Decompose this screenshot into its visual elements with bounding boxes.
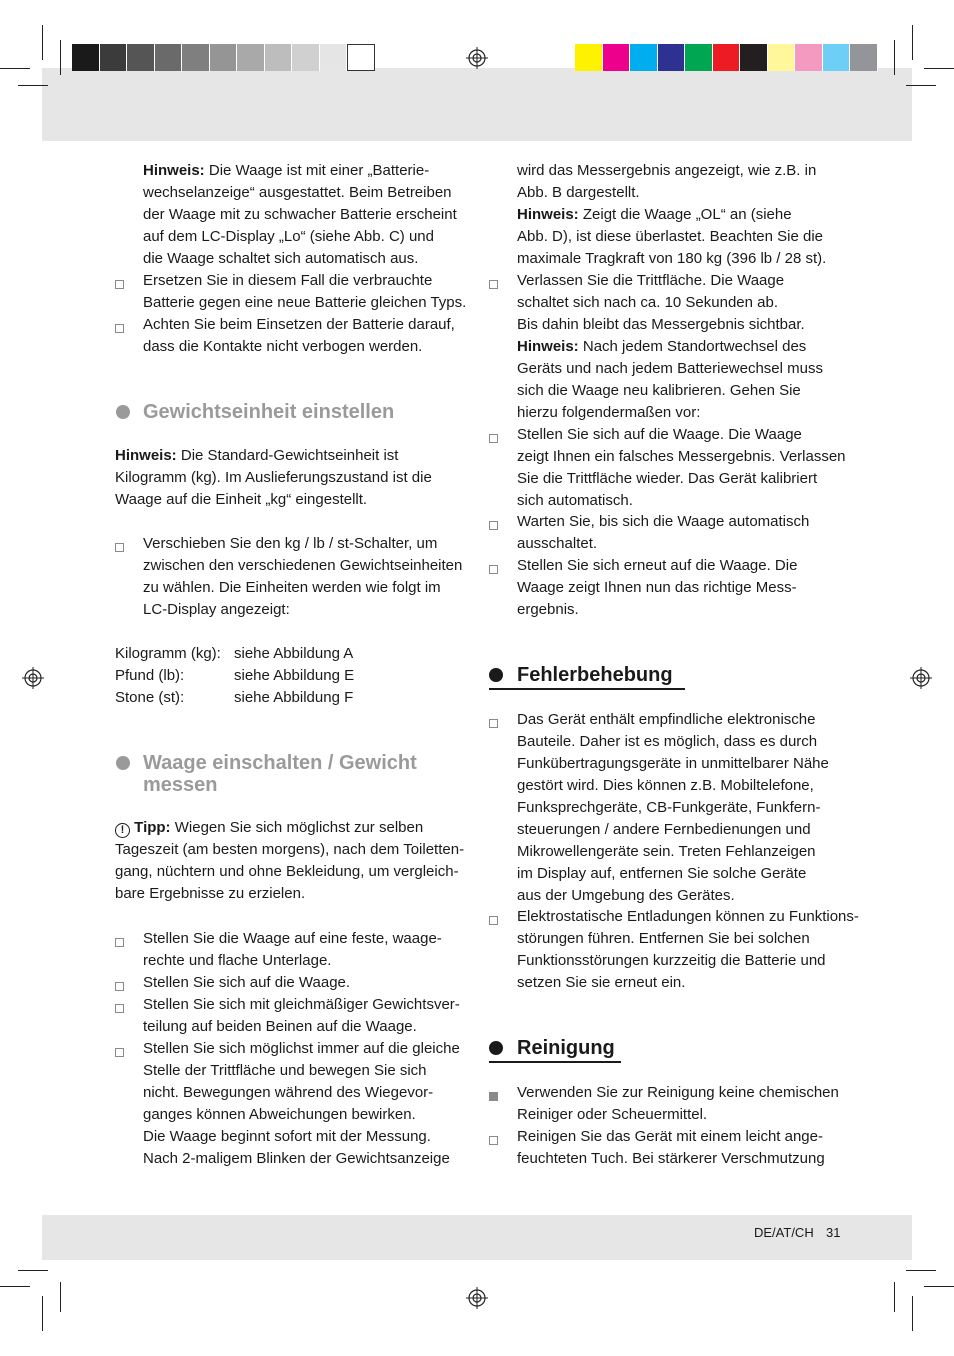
crop-mark <box>60 1282 61 1312</box>
list-bullet-icon <box>489 565 498 574</box>
list-item: Verwenden Sie zur Reinigung keine chemischen <box>517 1084 839 1101</box>
list-item: ausschaltet. <box>517 535 598 552</box>
list-item: Bauteile. Daher ist es möglich, dass es durch <box>517 733 818 750</box>
list-item: Elektrostatische Entladungen können zu Funktions- <box>517 908 859 925</box>
section-heading: Fehlerbehebung <box>517 664 673 686</box>
note-text: maximale Tragkraft von 180 kg (396 lb / 28 st). <box>517 250 827 267</box>
list-item: Stellen Sie sich erneut auf die Waage. Die <box>517 557 798 574</box>
list-item: Die Waage beginnt sofort mit der Messung. <box>143 1128 431 1145</box>
note-text: Abb. D), ist diese überlastet. Beachten Sie die <box>517 228 824 245</box>
section-heading: messen <box>143 774 218 796</box>
footer-locale: DE/AT/CH <box>754 1225 814 1240</box>
color-swatch <box>320 44 348 71</box>
color-swatch <box>603 44 631 71</box>
list-bullet-icon <box>115 982 124 991</box>
registration-mark-icon <box>22 667 44 689</box>
list-item: zwischen den verschiedenen Gewichtseinheiten <box>143 557 463 574</box>
list-item: Waage zeigt Ihnen nun das richtige Mess- <box>517 579 797 596</box>
list-item: zu wählen. Die Einheiten werden wie folgt im <box>143 579 441 596</box>
crop-mark <box>894 40 895 75</box>
list-bullet-icon <box>489 1136 498 1145</box>
header-band <box>42 68 912 141</box>
list-item: Reiniger oder Scheuermittel. <box>517 1106 708 1123</box>
list-item: gestört wird. Dies können z.B. Mobiltelefone, <box>517 777 814 794</box>
note-text: Waage auf die Einheit „kg“ eingestellt. <box>115 491 368 508</box>
note-text: wechselanzeige“ ausgestattet. Beim Betreiben <box>143 184 452 201</box>
list-bullet-icon <box>489 521 498 530</box>
heading-bullet-icon <box>116 405 130 419</box>
list-item: Nach 2-maligem Blinken der Gewichtsanzeige <box>143 1150 450 1167</box>
list-item: im Display auf, entfernen Sie solche Geräte <box>517 865 807 882</box>
crop-mark <box>0 68 30 69</box>
note-text: hierzu folgendermaßen vor: <box>517 404 701 421</box>
list-item: Stellen Sie sich auf die Waage. <box>143 974 351 991</box>
list-item: rechte und flache Unterlage. <box>143 952 332 969</box>
list-item: Stellen Sie sich mit gleichmäßiger Gewichtsver- <box>143 996 460 1013</box>
color-swatch <box>740 44 768 71</box>
note-text: die Waage schaltet sich automatisch aus. <box>143 250 419 267</box>
list-item: Stellen Sie sich auf die Waage. Die Waage <box>517 426 802 443</box>
color-swatch <box>630 44 658 71</box>
page-number: 31 <box>826 1225 841 1240</box>
crop-mark <box>42 25 43 60</box>
list-bullet-icon <box>115 938 124 947</box>
unit-label: Pfund (lb): <box>115 667 185 684</box>
color-swatch <box>823 44 851 71</box>
list-item: feuchteten Tuch. Bei stärkerer Verschmutzung <box>517 1150 825 1167</box>
color-swatch <box>768 44 796 71</box>
unit-reference: siehe Abbildung F <box>234 689 354 706</box>
color-swatch <box>658 44 686 71</box>
list-item: Reinigen Sie das Gerät mit einem leicht ange- <box>517 1128 823 1145</box>
list-bullet-icon <box>489 916 498 925</box>
color-swatch <box>265 44 293 71</box>
color-swatch <box>850 44 878 71</box>
unit-label: Stone (st): <box>115 689 185 706</box>
list-item: LC-Display angezeigt: <box>143 601 290 618</box>
list-item: Sie die Trittfläche wieder. Das Gerät kalibriert <box>517 470 818 487</box>
crop-mark <box>60 40 61 75</box>
note-text: Hinweis: Die Waage ist mit einer „Batterie- <box>143 162 430 179</box>
list-item: Funktionsstörungen kurzzeitig die Batterie und <box>517 952 826 969</box>
crop-mark <box>906 85 936 86</box>
crop-mark <box>912 25 913 60</box>
body-text: Abb. B dargestellt. <box>517 184 640 201</box>
list-item: aus der Umgebung des Gerätes. <box>517 887 735 904</box>
color-swatch <box>685 44 713 71</box>
list-bullet-icon <box>115 1004 124 1013</box>
section-heading: Waage einschalten / Gewicht <box>143 752 417 774</box>
list-item: Mikrowellengeräte sein. Treten Fehlanzeigen <box>517 843 816 860</box>
list-item: ganges können Abweichungen bewirken. <box>143 1106 416 1123</box>
list-item: schaltet sich nach ca. 10 Sekunden ab. <box>517 294 779 311</box>
crop-mark <box>924 1286 954 1287</box>
list-bullet-icon <box>489 280 498 289</box>
registration-mark-icon <box>910 667 932 689</box>
color-swatch <box>182 44 210 71</box>
note-text: Kilogramm (kg). Im Auslieferungszustand ist die <box>115 469 432 486</box>
note-text: auf dem LC-Display „Lo“ (siehe Abb. C) und <box>143 228 434 245</box>
note-label: Hinweis: <box>517 338 579 355</box>
list-item: zeigt Ihnen ein falsches Messergebnis. Verlassen <box>517 448 846 465</box>
list-item: Bis dahin bleibt das Messergebnis sichtbar. <box>517 316 805 333</box>
list-item: steuerungen / andere Fernbedienungen und <box>517 821 811 838</box>
list-bullet-icon <box>115 280 124 289</box>
list-item: dass die Kontakte nicht verbogen werden. <box>143 338 423 355</box>
color-swatch <box>795 44 823 71</box>
heading-underline <box>489 1061 621 1063</box>
tip-text: bare Ergebnisse zu erzielen. <box>115 885 306 902</box>
color-swatch <box>210 44 238 71</box>
heading-bullet-icon <box>116 756 130 770</box>
color-swatch <box>72 44 100 71</box>
note-label: Hinweis: <box>115 447 177 464</box>
crop-mark <box>18 85 48 86</box>
crop-mark <box>894 1282 895 1312</box>
registration-mark-icon <box>466 1287 488 1309</box>
heading-bullet-icon <box>489 668 503 682</box>
crop-mark <box>924 68 954 69</box>
color-swatch <box>292 44 320 71</box>
list-item: Stelle der Trittfläche und bewegen Sie sich <box>143 1062 427 1079</box>
list-bullet-icon <box>115 324 124 333</box>
color-swatch <box>713 44 741 71</box>
list-item: nicht. Bewegungen während des Wiegevor- <box>143 1084 434 1101</box>
list-item: störungen führen. Entfernen Sie bei solchen <box>517 930 810 947</box>
note-text: Hinweis: Nach jedem Standortwechsel des <box>517 338 807 355</box>
list-item: teilung auf beiden Beinen auf die Waage. <box>143 1018 417 1035</box>
list-item: Verlassen Sie die Trittfläche. Die Waage <box>517 272 785 289</box>
crop-mark <box>18 1270 48 1271</box>
color-swatch <box>575 44 603 71</box>
note-text: Hinweis: Zeigt die Waage „OL“ an (siehe <box>517 206 792 223</box>
color-swatch <box>347 44 375 71</box>
unit-label: Kilogramm (kg): <box>115 645 221 662</box>
list-item: setzen Sie sie erneut ein. <box>517 974 686 991</box>
tip-text: ! Tipp: Wiegen Sie sich möglichst zur selben <box>115 819 423 838</box>
list-bullet-icon <box>115 543 124 552</box>
section-heading: Reinigung <box>517 1037 615 1059</box>
exclamation-icon: ! <box>115 823 130 838</box>
crop-mark <box>906 1270 936 1271</box>
list-item: Batterie gegen eine neue Batterie gleichen Typs. <box>143 294 467 311</box>
note-text: der Waage mit zu schwacher Batterie erscheint <box>143 206 457 223</box>
note-text: sich die Waage neu kalibrieren. Gehen Sie <box>517 382 801 399</box>
list-item: ergebnis. <box>517 601 579 618</box>
crop-mark <box>912 1296 913 1331</box>
list-item: sich automatisch. <box>517 492 633 509</box>
heading-bullet-icon <box>489 1041 503 1055</box>
list-bullet-icon <box>115 1048 124 1057</box>
list-item: Achten Sie beim Einsetzen der Batterie darauf, <box>143 316 455 333</box>
list-item: Stellen Sie die Waage auf eine feste, waage- <box>143 930 442 947</box>
list-bullet-icon <box>489 719 498 728</box>
crop-mark <box>42 1296 43 1331</box>
list-bullet-icon <box>489 434 498 443</box>
list-item: Funksprechgeräte, CB-Funkgeräte, Funkfern- <box>517 799 821 816</box>
unit-reference: siehe Abbildung A <box>234 645 354 662</box>
list-item: Ersetzen Sie in diesem Fall die verbrauchte <box>143 272 433 289</box>
color-calibration-bar <box>575 44 878 71</box>
color-swatch <box>155 44 183 71</box>
list-bullet-icon <box>489 1092 498 1101</box>
crop-mark <box>0 1286 30 1287</box>
list-item: Warten Sie, bis sich die Waage automatisch <box>517 513 810 530</box>
section-heading: Gewichtseinheit einstellen <box>143 401 395 423</box>
unit-reference: siehe Abbildung E <box>234 667 355 684</box>
grayscale-calibration-bar <box>72 44 375 71</box>
heading-underline <box>489 688 685 690</box>
list-item: Funkübertragungsgeräte in unmittelbarer Nähe <box>517 755 829 772</box>
note-label: Hinweis: <box>517 206 579 223</box>
tip-text: gang, nüchtern und ohne Bekleidung, um vergleich- <box>115 863 459 880</box>
list-item: Stellen Sie sich möglichst immer auf die gleiche <box>143 1040 460 1057</box>
tip-label: Tipp: <box>134 819 171 836</box>
note-text: Hinweis: Die Standard-Gewichtseinheit ist <box>115 447 399 464</box>
list-item: Verschieben Sie den kg / lb / st-Schalter, um <box>143 535 438 552</box>
note-label: Hinweis: <box>143 162 205 179</box>
color-swatch <box>237 44 265 71</box>
registration-mark-icon <box>466 47 488 69</box>
note-text: Geräts und nach jedem Batteriewechsel muss <box>517 360 823 377</box>
color-swatch <box>100 44 128 71</box>
list-item: Das Gerät enthält empfindliche elektronische <box>517 711 816 728</box>
tip-text: Tageszeit (am besten morgens), nach dem Toiletten- <box>115 841 465 858</box>
body-text: wird das Messergebnis angezeigt, wie z.B. in <box>517 162 817 179</box>
color-swatch <box>127 44 155 71</box>
